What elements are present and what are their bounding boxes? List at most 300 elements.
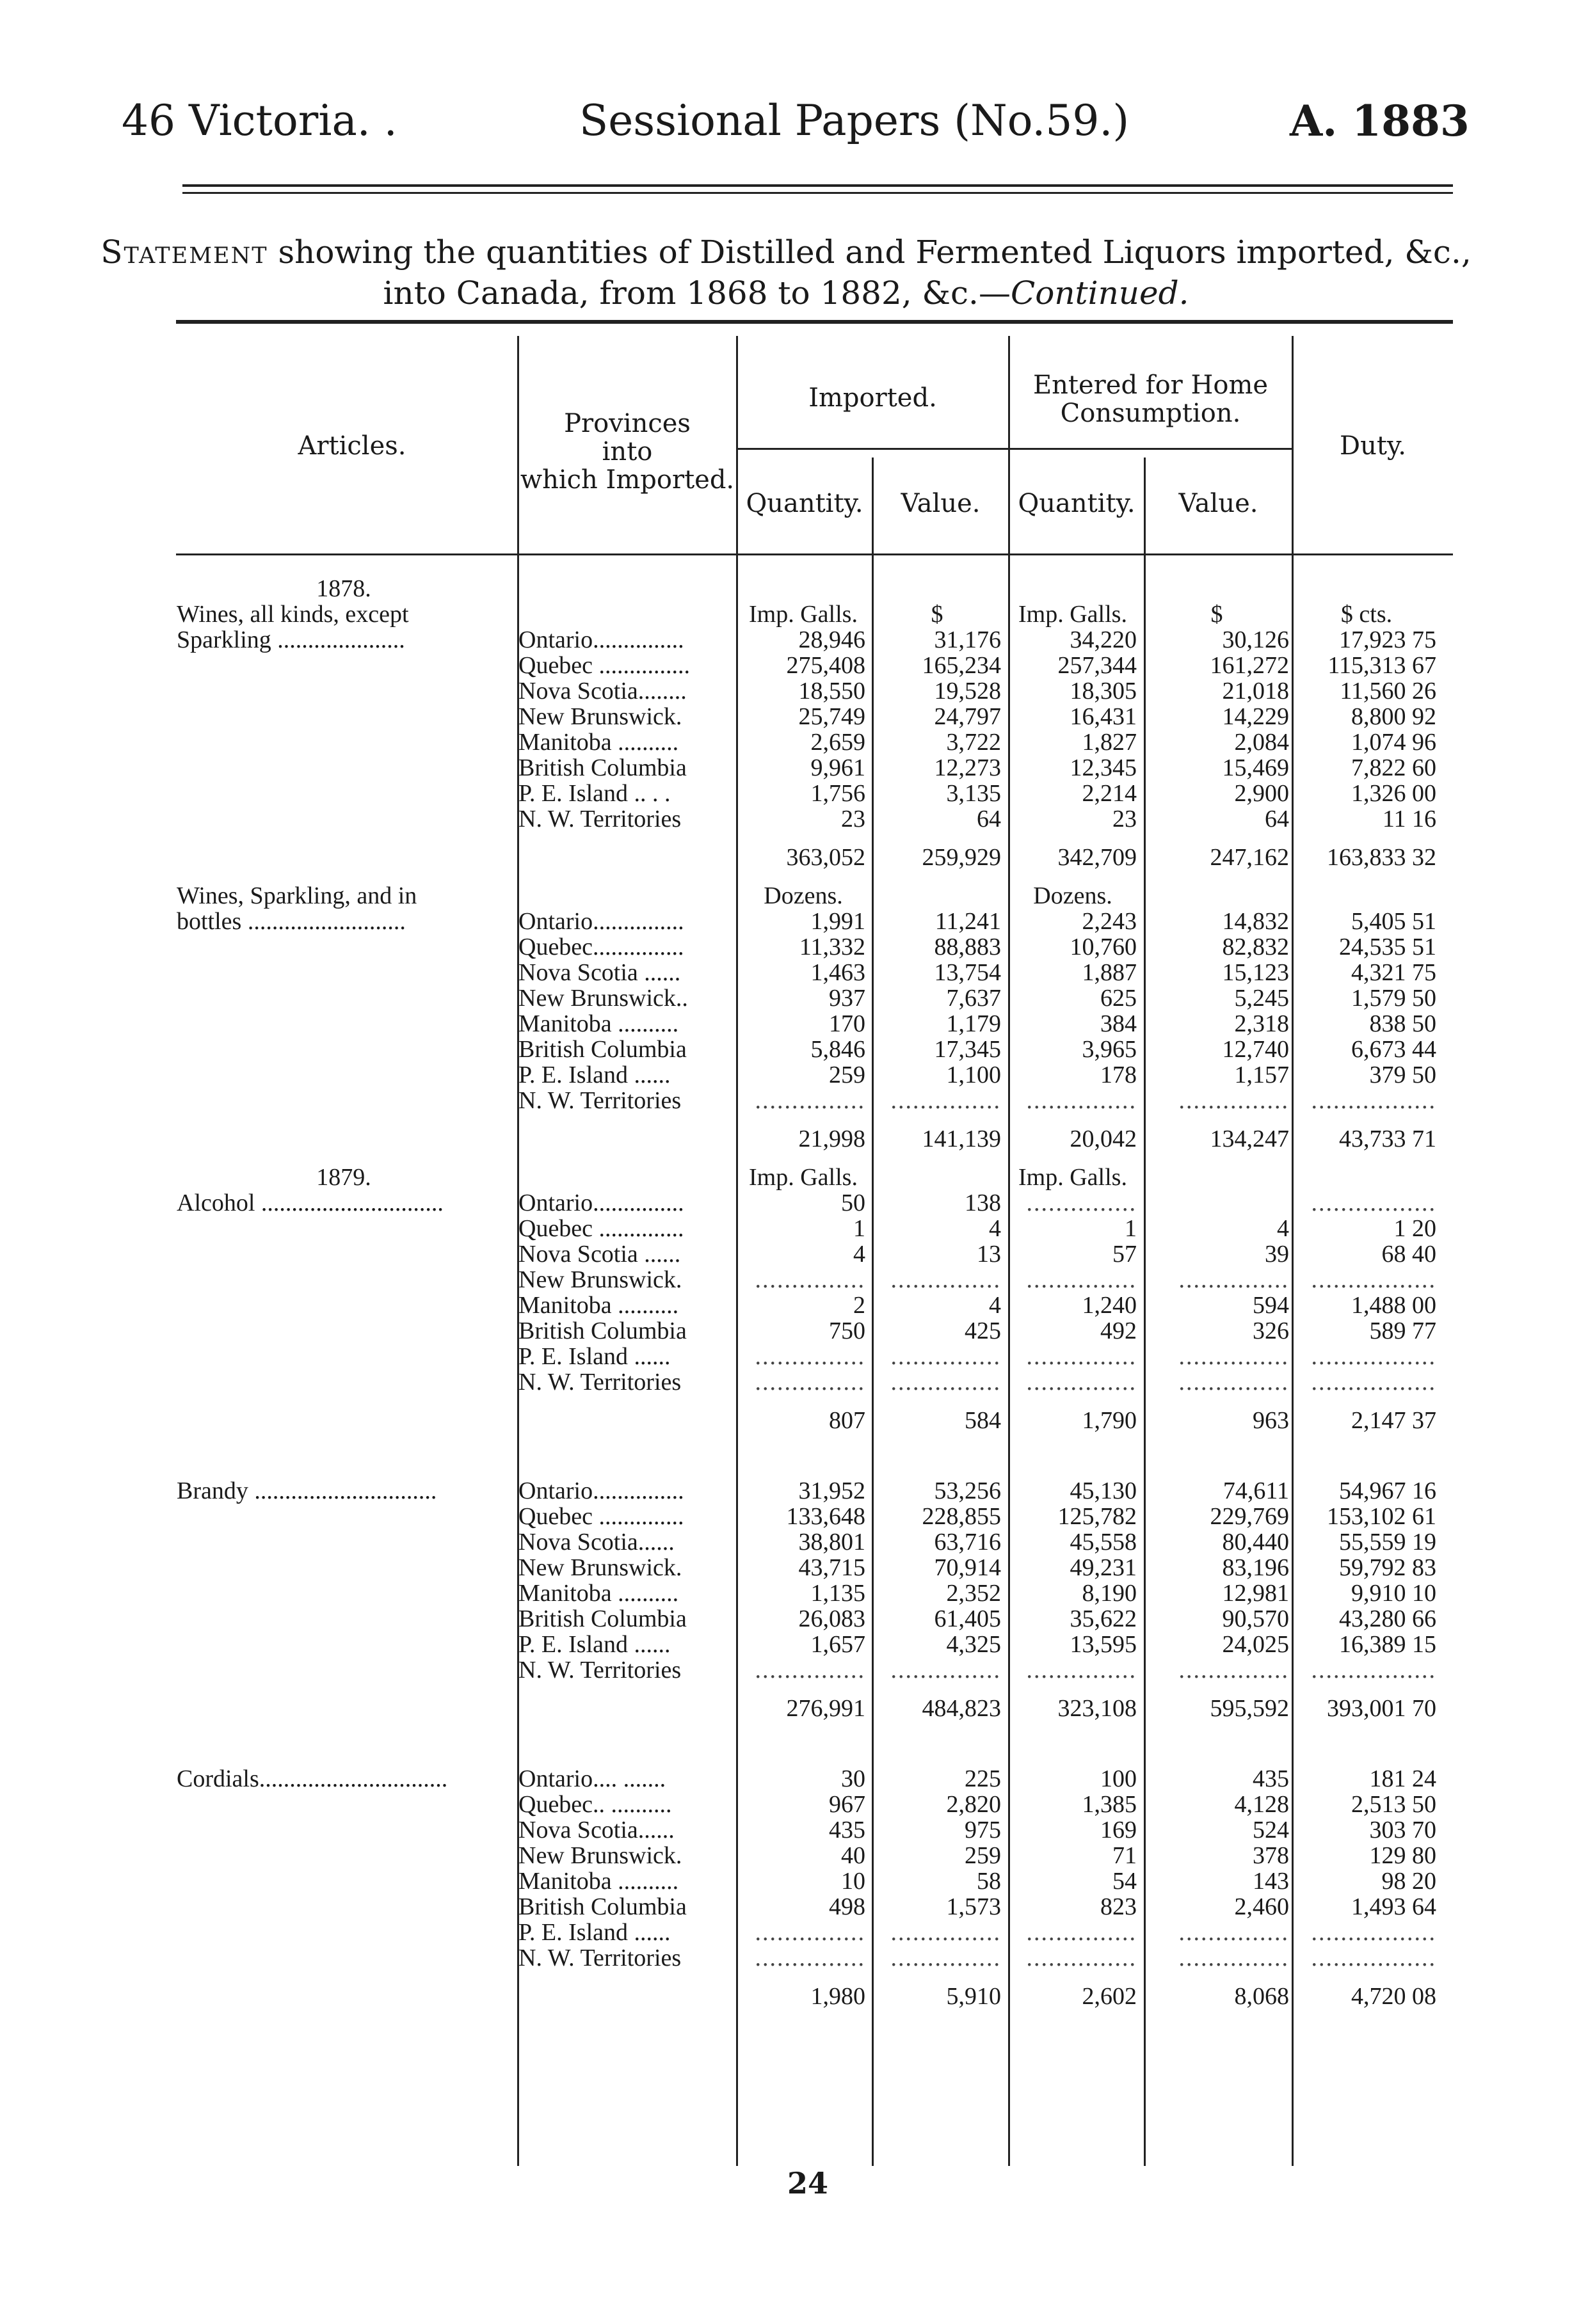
header-center: Sessional Papers (No.59.) bbox=[579, 96, 1130, 145]
table-row bbox=[173, 678, 1440, 704]
table-row bbox=[173, 1580, 1440, 1606]
table-row bbox=[173, 1011, 1440, 1037]
home-value: 4,128 bbox=[1234, 1792, 1289, 1817]
imp-value: ............... bbox=[890, 1344, 1001, 1369]
imp-value: 4,325 bbox=[946, 1632, 1001, 1657]
imp-value: 141,139 bbox=[922, 1126, 1001, 1152]
imp-value: 3,722 bbox=[946, 729, 1001, 755]
duty: 98 20 bbox=[1381, 1868, 1436, 1894]
table-row bbox=[173, 1088, 1440, 1113]
table-row bbox=[173, 1606, 1440, 1632]
duty: 1,579 50 bbox=[1351, 985, 1436, 1011]
duty: 1 20 bbox=[1393, 1216, 1436, 1241]
imp-quantity-unit: Imp. Galls. bbox=[749, 1165, 858, 1190]
imp-value: 13 bbox=[977, 1241, 1001, 1267]
duty: 2,147 37 bbox=[1351, 1407, 1436, 1434]
imp-quantity: 31,952 bbox=[798, 1478, 865, 1504]
home-value: 15,123 bbox=[1222, 960, 1289, 985]
home-quantity: 1,385 bbox=[1082, 1792, 1137, 1817]
article-label bbox=[173, 1369, 515, 1395]
article-label: Brandy .............................. bbox=[177, 1478, 437, 1504]
home-quantity: 100 bbox=[1100, 1766, 1137, 1792]
table-row bbox=[173, 1632, 1440, 1657]
article-label bbox=[173, 781, 515, 806]
home-value-unit bbox=[1141, 1165, 1293, 1190]
home-quantity bbox=[1005, 1734, 1141, 1766]
home-quantity: 492 bbox=[1100, 1318, 1137, 1344]
imp-quantity: 750 bbox=[829, 1318, 865, 1344]
table-row bbox=[173, 960, 1440, 985]
duty: 379 50 bbox=[1369, 1062, 1436, 1088]
imp-value: 11,241 bbox=[934, 909, 1001, 934]
province-label: Nova Scotia ...... bbox=[518, 960, 681, 985]
province-label: Manitoba .......... bbox=[518, 1868, 679, 1894]
article-label bbox=[173, 1088, 515, 1113]
article-label bbox=[173, 1606, 515, 1632]
province-label: Quebec .............. bbox=[518, 1216, 684, 1241]
duty bbox=[1293, 576, 1440, 601]
year-label: 1878. bbox=[316, 576, 371, 601]
article-label bbox=[173, 1580, 515, 1606]
imp-quantity: ............... bbox=[755, 1369, 865, 1395]
province-label: Manitoba .......... bbox=[518, 1580, 679, 1606]
home-value bbox=[1141, 1734, 1293, 1766]
duty: ................. bbox=[1311, 1344, 1436, 1369]
home-value: ............... bbox=[1178, 1344, 1289, 1369]
home-value: 229,769 bbox=[1210, 1504, 1289, 1529]
imp-value: 12,273 bbox=[934, 755, 1001, 781]
home-quantity: 8,190 bbox=[1082, 1580, 1137, 1606]
table-row bbox=[173, 1817, 1440, 1843]
table-row bbox=[173, 653, 1440, 678]
duty: ................. bbox=[1311, 1657, 1436, 1683]
article-label bbox=[173, 1971, 515, 2022]
home-quantity: 2,243 bbox=[1082, 909, 1137, 934]
home-quantity: ............... bbox=[1026, 1369, 1137, 1395]
article-label bbox=[173, 1446, 515, 1478]
spacer-row bbox=[173, 1734, 1440, 1766]
imp-value: 13,754 bbox=[934, 960, 1001, 985]
province-label: New Brunswick. bbox=[518, 1267, 682, 1293]
table-row bbox=[173, 1504, 1440, 1529]
home-value bbox=[1141, 1190, 1293, 1216]
imp-quantity: 23 bbox=[841, 806, 865, 832]
home-quantity: 625 bbox=[1100, 985, 1137, 1011]
province-label: P. E. Island ...... bbox=[518, 1920, 671, 1945]
col-articles: Articles. bbox=[298, 431, 406, 461]
home-quantity: 257,344 bbox=[1057, 653, 1137, 678]
province-label: Ontario............... bbox=[518, 1478, 684, 1504]
home-value: 24,025 bbox=[1222, 1632, 1289, 1657]
table-row bbox=[173, 729, 1440, 755]
imp-value bbox=[869, 576, 1005, 601]
province-label bbox=[515, 1971, 737, 2022]
imp-quantity: ............... bbox=[755, 1267, 865, 1293]
imp-value: ............... bbox=[890, 1945, 1001, 1971]
province-label: N. W. Territories bbox=[518, 1945, 682, 1971]
imp-value: ............... bbox=[890, 1369, 1001, 1395]
imp-quantity: 4 bbox=[853, 1241, 865, 1267]
province-label bbox=[515, 1734, 737, 1766]
table-row bbox=[173, 985, 1440, 1011]
article-label bbox=[173, 755, 515, 781]
home-value: 83,196 bbox=[1222, 1555, 1289, 1580]
home-quantity: 34,220 bbox=[1070, 627, 1137, 653]
home-quantity: 3,965 bbox=[1082, 1037, 1137, 1062]
article-label bbox=[173, 1894, 515, 1920]
duty: 11 16 bbox=[1382, 806, 1436, 832]
article-label bbox=[173, 1293, 515, 1318]
home-value: 963 bbox=[1253, 1407, 1289, 1434]
home-quantity: 342,709 bbox=[1057, 844, 1137, 871]
article-label bbox=[173, 1241, 515, 1267]
imp-quantity: ............... bbox=[755, 1945, 865, 1971]
home-value: 2,318 bbox=[1234, 1011, 1289, 1037]
table-row bbox=[173, 1062, 1440, 1088]
article-label bbox=[173, 653, 515, 678]
home-quantity: 178 bbox=[1100, 1062, 1137, 1088]
province-label: New Brunswick.. bbox=[518, 985, 688, 1011]
duty: 589 77 bbox=[1369, 1318, 1436, 1344]
article-label bbox=[173, 1318, 515, 1344]
article-label bbox=[173, 1344, 515, 1369]
total-row bbox=[173, 1395, 1440, 1446]
article-label bbox=[173, 1817, 515, 1843]
duty-unit bbox=[1293, 1165, 1440, 1190]
imp-value bbox=[869, 1446, 1005, 1478]
imp-quantity: 5,846 bbox=[810, 1037, 865, 1062]
table-row bbox=[173, 601, 1440, 627]
imp-value: 2,820 bbox=[946, 1792, 1001, 1817]
table-row bbox=[173, 1843, 1440, 1868]
imp-value: 1,573 bbox=[946, 1894, 1001, 1920]
home-value: 39 bbox=[1265, 1241, 1289, 1267]
table-row bbox=[173, 781, 1440, 806]
home-value: 134,247 bbox=[1210, 1126, 1289, 1152]
article-label bbox=[173, 1792, 515, 1817]
home-quantity: 169 bbox=[1100, 1817, 1137, 1843]
home-value: 4 bbox=[1277, 1216, 1289, 1241]
imp-quantity: 1 bbox=[853, 1216, 865, 1241]
duty: 1,488 00 bbox=[1351, 1293, 1436, 1318]
home-quantity: 2,602 bbox=[1082, 1983, 1137, 2010]
article-label bbox=[173, 704, 515, 729]
duty: 181 24 bbox=[1369, 1766, 1436, 1792]
home-value: 161,272 bbox=[1210, 653, 1289, 678]
home-quantity-unit: Imp. Galls. bbox=[1018, 1165, 1127, 1190]
article-label bbox=[173, 1657, 515, 1683]
article-label bbox=[173, 1037, 515, 1062]
duty: 838 50 bbox=[1369, 1011, 1436, 1037]
liquor-import-table bbox=[173, 576, 1440, 2022]
home-quantity: 18,305 bbox=[1070, 678, 1137, 704]
province-label: P. E. Island .. . . bbox=[518, 781, 671, 806]
duty: 55,559 19 bbox=[1339, 1529, 1436, 1555]
home-quantity: 1 bbox=[1125, 1216, 1137, 1241]
duty: 43,733 71 bbox=[1339, 1126, 1436, 1152]
table-row bbox=[173, 1241, 1440, 1267]
imp-quantity: 1,657 bbox=[810, 1632, 865, 1657]
imp-value: 228,855 bbox=[922, 1504, 1001, 1529]
article-label bbox=[173, 1555, 515, 1580]
province-label: Nova Scotia...... bbox=[518, 1817, 675, 1843]
imp-quantity: 133,648 bbox=[786, 1504, 865, 1529]
imp-quantity: 40 bbox=[841, 1843, 865, 1868]
col-imp-quantity: Quantity. bbox=[746, 489, 863, 518]
home-value: 247,162 bbox=[1210, 844, 1289, 871]
duty bbox=[1293, 1734, 1440, 1766]
province-label: British Columbia bbox=[518, 1606, 687, 1632]
home-quantity: 2,214 bbox=[1082, 781, 1137, 806]
col-provinces: Provinces into which Imported. bbox=[520, 409, 735, 495]
page-number: 24 bbox=[787, 2166, 829, 2201]
home-quantity: 45,558 bbox=[1070, 1529, 1137, 1555]
imp-quantity-unit: Imp. Galls. bbox=[749, 601, 858, 627]
imp-value bbox=[869, 1734, 1005, 1766]
home-quantity-unit: Imp. Galls. bbox=[1018, 601, 1127, 627]
duty: ................. bbox=[1311, 1369, 1436, 1395]
imp-quantity: 259 bbox=[829, 1062, 865, 1088]
imp-value: 1,179 bbox=[946, 1011, 1001, 1037]
article-label bbox=[173, 1843, 515, 1868]
duty: ................. bbox=[1311, 1267, 1436, 1293]
col-duty: Duty. bbox=[1340, 431, 1406, 461]
home-quantity-unit: Dozens. bbox=[1033, 883, 1112, 909]
table-row bbox=[173, 1478, 1440, 1504]
province-label: Ontario.... ....... bbox=[518, 1766, 666, 1792]
province-label: Nova Scotia...... bbox=[518, 1529, 675, 1555]
home-quantity: 12,345 bbox=[1070, 755, 1137, 781]
imp-value: 225 bbox=[965, 1766, 1001, 1792]
title-continued: Continued. bbox=[1010, 275, 1189, 312]
col-imp-value: Value. bbox=[901, 489, 981, 518]
home-quantity: 16,431 bbox=[1070, 704, 1137, 729]
province-label bbox=[515, 1446, 737, 1478]
home-value bbox=[1141, 1446, 1293, 1478]
province-label: Quebec............... bbox=[518, 934, 684, 960]
article-label bbox=[173, 1267, 515, 1293]
province-label: British Columbia bbox=[518, 1037, 687, 1062]
imp-value: 138 bbox=[965, 1190, 1001, 1216]
imp-quantity: 11,332 bbox=[799, 934, 865, 960]
imp-quantity: ............... bbox=[755, 1088, 865, 1113]
article-label bbox=[173, 1920, 515, 1945]
table-row bbox=[173, 704, 1440, 729]
article-label bbox=[173, 1113, 515, 1165]
table-row bbox=[173, 1318, 1440, 1344]
home-value: ............... bbox=[1178, 1267, 1289, 1293]
imp-value: 31,176 bbox=[934, 627, 1001, 653]
article-label bbox=[173, 1868, 515, 1894]
home-value bbox=[1141, 576, 1293, 601]
home-value: ............... bbox=[1178, 1920, 1289, 1945]
col-home-consumption: Entered for Home Consumption. bbox=[1032, 370, 1269, 428]
home-value: 82,832 bbox=[1222, 934, 1289, 960]
imp-quantity: 363,052 bbox=[786, 844, 865, 871]
home-value: 90,570 bbox=[1222, 1606, 1289, 1632]
duty: 9,910 10 bbox=[1351, 1580, 1436, 1606]
imp-quantity-unit: Dozens. bbox=[764, 883, 843, 909]
imp-value: 4 bbox=[989, 1216, 1001, 1241]
imp-value: 2,352 bbox=[946, 1580, 1001, 1606]
imp-quantity: 38,801 bbox=[798, 1529, 865, 1555]
total-row bbox=[173, 1971, 1440, 2022]
imp-quantity: 50 bbox=[841, 1190, 865, 1216]
home-value: 378 bbox=[1253, 1843, 1289, 1868]
duty-unit bbox=[1293, 883, 1440, 909]
province-label: British Columbia bbox=[518, 1894, 687, 1920]
table-row bbox=[173, 883, 1440, 909]
duty: 4,720 08 bbox=[1351, 1983, 1436, 2010]
total-row bbox=[173, 832, 1440, 883]
imp-quantity: 1,135 bbox=[810, 1580, 865, 1606]
title-rule bbox=[176, 320, 1453, 324]
imp-quantity: 275,408 bbox=[786, 653, 865, 678]
article-label bbox=[173, 985, 515, 1011]
home-value: ............... bbox=[1178, 1657, 1289, 1683]
table-row bbox=[173, 1657, 1440, 1683]
imp-quantity bbox=[737, 1734, 869, 1766]
province-label: Ontario............... bbox=[518, 627, 684, 653]
article-label: Wines, Sparkling, and in bbox=[177, 883, 417, 909]
province-label: Manitoba .......... bbox=[518, 729, 679, 755]
province-label: British Columbia bbox=[518, 755, 687, 781]
duty: 24,535 51 bbox=[1339, 934, 1436, 960]
duty: 11,560 26 bbox=[1340, 678, 1436, 704]
home-value: 435 bbox=[1253, 1766, 1289, 1792]
home-quantity: 71 bbox=[1112, 1843, 1137, 1868]
table-row bbox=[173, 1369, 1440, 1395]
province-label: Nova Scotia ...... bbox=[518, 1241, 681, 1267]
imp-value: 88,883 bbox=[934, 934, 1001, 960]
imp-value: 584 bbox=[965, 1407, 1001, 1434]
imp-quantity: 25,749 bbox=[798, 704, 865, 729]
imp-value: 19,528 bbox=[934, 678, 1001, 704]
imp-quantity: 435 bbox=[829, 1817, 865, 1843]
imp-value: ............... bbox=[890, 1267, 1001, 1293]
home-value-unit: $ bbox=[1210, 601, 1223, 627]
province-label bbox=[515, 832, 737, 883]
home-quantity: ............... bbox=[1026, 1920, 1137, 1945]
imp-quantity: 18,550 bbox=[798, 678, 865, 704]
home-value: 12,981 bbox=[1222, 1580, 1289, 1606]
imp-value: 70,914 bbox=[934, 1555, 1001, 1580]
province-label bbox=[515, 601, 737, 627]
imp-value: ............... bbox=[890, 1088, 1001, 1113]
imp-value: 259,929 bbox=[922, 844, 1001, 871]
duty: 153,102 61 bbox=[1327, 1504, 1436, 1529]
duty: 4,321 75 bbox=[1351, 960, 1436, 985]
home-quantity: 45,130 bbox=[1070, 1478, 1137, 1504]
article-label bbox=[173, 1734, 515, 1766]
duty: ................. bbox=[1311, 1920, 1436, 1945]
duty: 17,923 75 bbox=[1339, 627, 1436, 653]
article-label bbox=[173, 1504, 515, 1529]
province-label bbox=[515, 1683, 737, 1734]
province-label: Ontario............... bbox=[518, 909, 684, 934]
duty: 8,800 92 bbox=[1351, 704, 1436, 729]
article-label bbox=[173, 1011, 515, 1037]
home-value: 64 bbox=[1265, 806, 1289, 832]
imp-quantity: 2,659 bbox=[810, 729, 865, 755]
home-quantity: 1,827 bbox=[1082, 729, 1137, 755]
home-quantity: 384 bbox=[1100, 1011, 1137, 1037]
article-label bbox=[173, 1395, 515, 1446]
province-label: N. W. Territories bbox=[518, 1088, 682, 1113]
table-row bbox=[173, 1555, 1440, 1580]
duty: 2,513 50 bbox=[1351, 1792, 1436, 1817]
article-label bbox=[173, 1945, 515, 1971]
province-label: Ontario............... bbox=[518, 1190, 684, 1216]
imp-value: 1,100 bbox=[946, 1062, 1001, 1088]
article-label bbox=[173, 832, 515, 883]
home-value-unit bbox=[1141, 883, 1293, 909]
table-row bbox=[173, 627, 1440, 653]
province-label: Quebec .............. bbox=[518, 1504, 684, 1529]
duty: 16,389 15 bbox=[1339, 1632, 1436, 1657]
imp-value: 61,405 bbox=[934, 1606, 1001, 1632]
imp-quantity: ............... bbox=[755, 1657, 865, 1683]
duty: 7,822 60 bbox=[1351, 755, 1436, 781]
table-row bbox=[173, 1344, 1440, 1369]
article-label bbox=[173, 1529, 515, 1555]
imp-quantity: 1,756 bbox=[810, 781, 865, 806]
article-label: Sparkling ..................... bbox=[177, 627, 405, 653]
home-value: 2,084 bbox=[1234, 729, 1289, 755]
article-label bbox=[173, 678, 515, 704]
imp-value: 259 bbox=[965, 1843, 1001, 1868]
article-label bbox=[173, 1683, 515, 1734]
total-row bbox=[173, 1683, 1440, 1734]
article-label: Alcohol .............................. bbox=[177, 1190, 444, 1216]
table-row bbox=[173, 1293, 1440, 1318]
home-quantity: 1,790 bbox=[1082, 1407, 1137, 1434]
article-label bbox=[173, 729, 515, 755]
table-row bbox=[173, 1216, 1440, 1241]
home-value: 14,229 bbox=[1222, 704, 1289, 729]
home-quantity: 1,887 bbox=[1082, 960, 1137, 985]
duty: 59,792 83 bbox=[1339, 1555, 1436, 1580]
home-quantity: 23 bbox=[1112, 806, 1137, 832]
imp-value: 3,135 bbox=[946, 781, 1001, 806]
province-label bbox=[515, 883, 737, 909]
imp-quantity bbox=[737, 1446, 869, 1478]
home-quantity bbox=[1005, 576, 1141, 601]
duty bbox=[1293, 1446, 1440, 1478]
imp-value: 7,637 bbox=[946, 985, 1001, 1011]
imp-value: 53,256 bbox=[934, 1478, 1001, 1504]
home-value: 8,068 bbox=[1234, 1983, 1289, 2010]
home-value: 21,018 bbox=[1222, 678, 1289, 704]
imp-value-unit: $ bbox=[931, 601, 943, 627]
imp-value: 17,345 bbox=[934, 1037, 1001, 1062]
duty-unit: $ cts. bbox=[1340, 601, 1393, 627]
total-row bbox=[173, 1113, 1440, 1165]
province-label: New Brunswick. bbox=[518, 1843, 682, 1868]
imp-value-unit bbox=[869, 1165, 1005, 1190]
province-label: British Columbia bbox=[518, 1318, 687, 1344]
home-quantity: ............... bbox=[1026, 1344, 1137, 1369]
duty: 43,280 66 bbox=[1339, 1606, 1436, 1632]
table-row bbox=[173, 806, 1440, 832]
duty: ................. bbox=[1311, 1190, 1436, 1216]
imp-value: 64 bbox=[977, 806, 1001, 832]
duty: 1,326 00 bbox=[1351, 781, 1436, 806]
duty: 1,074 96 bbox=[1351, 729, 1436, 755]
table-row bbox=[173, 1766, 1440, 1792]
home-quantity: ............... bbox=[1026, 1657, 1137, 1683]
province-label: P. E. Island ...... bbox=[518, 1062, 671, 1088]
